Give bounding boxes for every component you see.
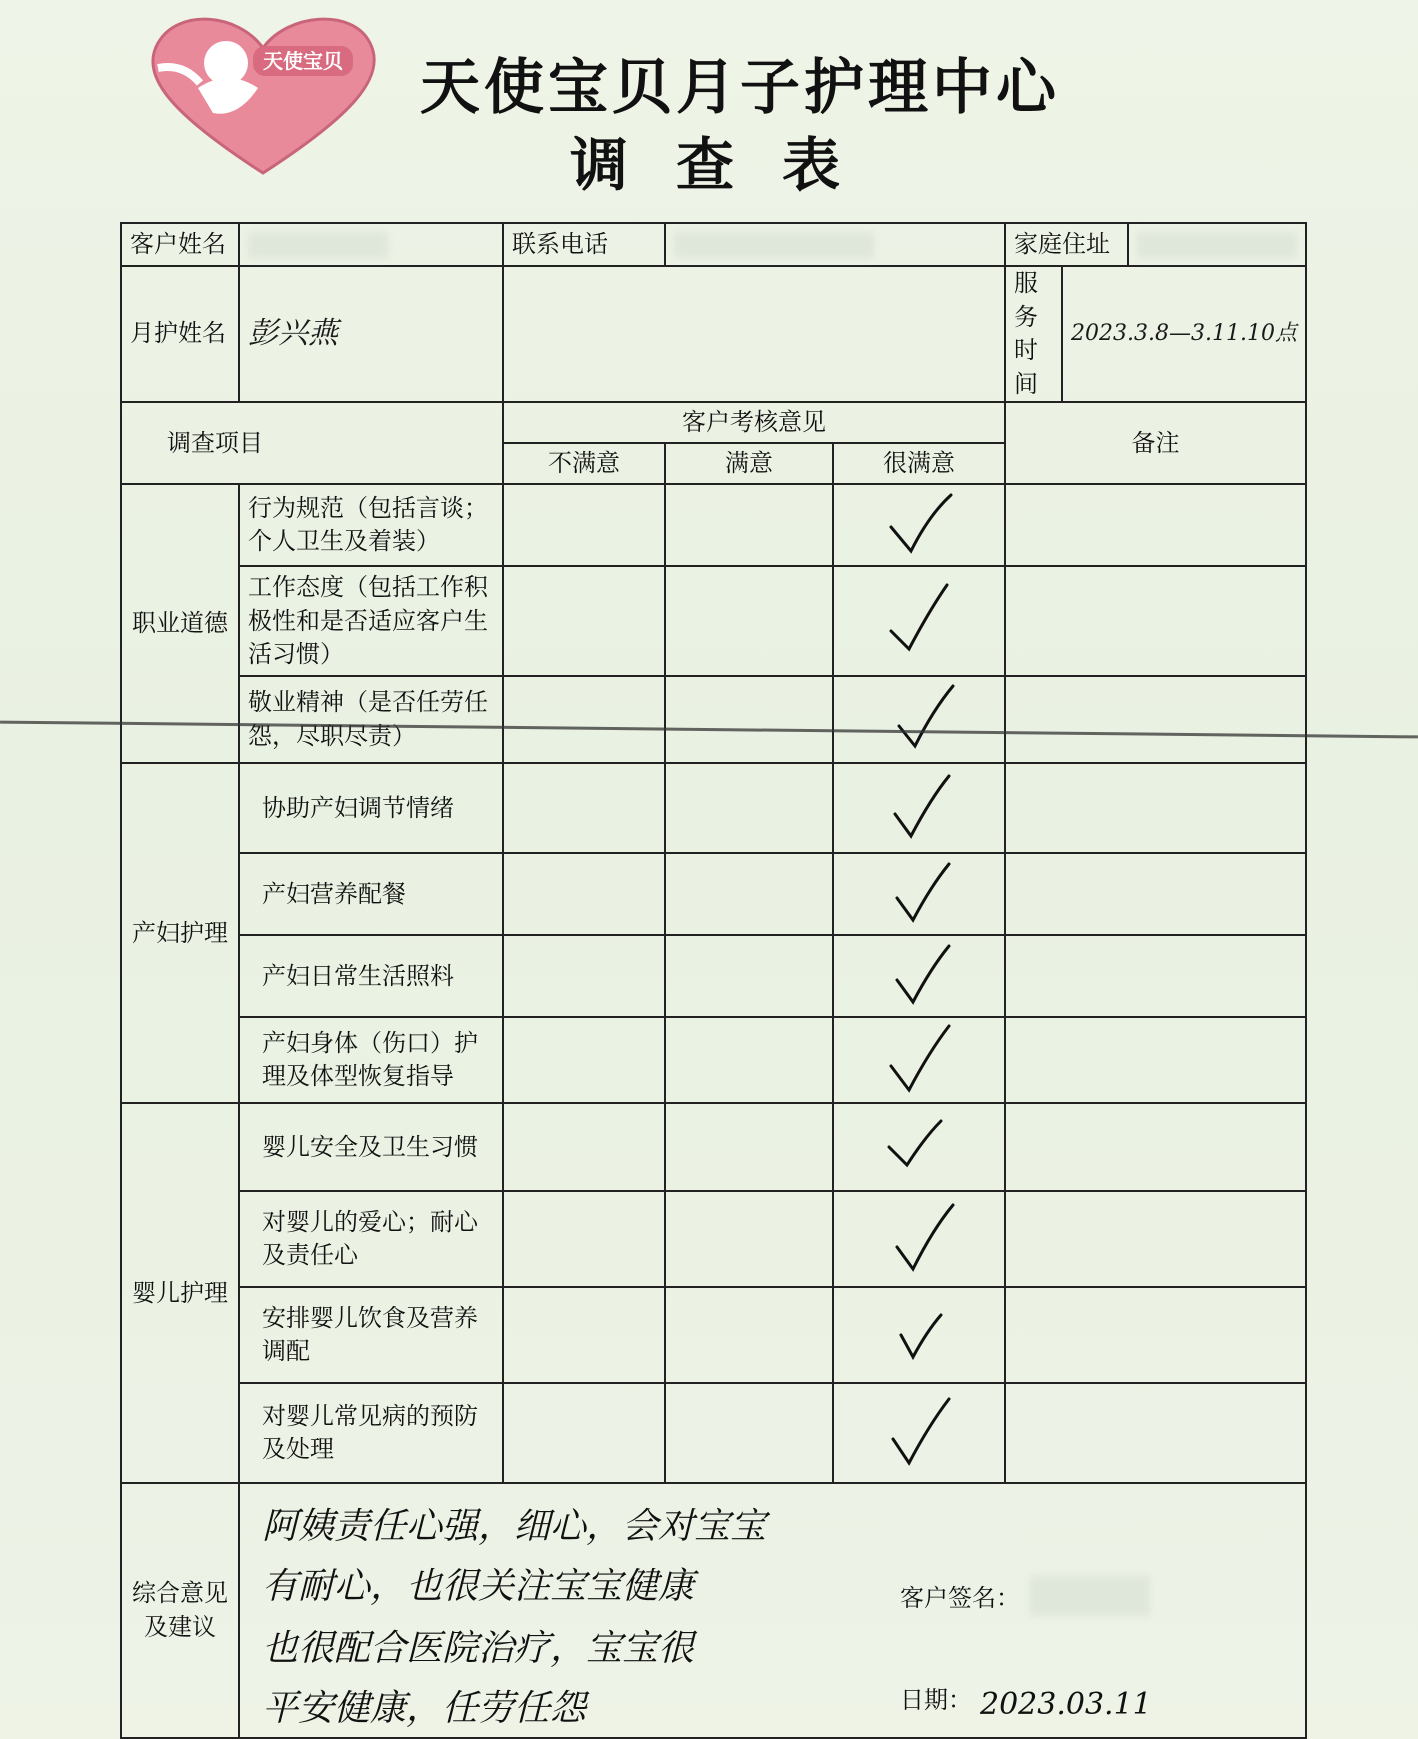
cell-very-satisfied[interactable] bbox=[833, 1103, 1005, 1191]
cell-very-satisfied[interactable] bbox=[833, 676, 1005, 763]
address-label: 家庭住址 bbox=[1006, 224, 1128, 265]
comment-line: 平安健康，任劳任怨 bbox=[262, 1688, 587, 1730]
cell-unsatisfied[interactable] bbox=[503, 935, 665, 1017]
cell-unsatisfied[interactable] bbox=[503, 1287, 665, 1383]
signature-label: 客户签名： bbox=[900, 1584, 1020, 1613]
cell-remarks[interactable] bbox=[1005, 853, 1306, 935]
date-label: 日期： bbox=[900, 1686, 972, 1715]
phone-label: 联系电话 bbox=[503, 223, 665, 266]
cell-remarks[interactable] bbox=[1005, 484, 1306, 566]
cell-very-satisfied[interactable] bbox=[833, 1287, 1005, 1383]
survey-item-header: 调查项目 bbox=[121, 402, 503, 484]
cell-satisfied[interactable] bbox=[665, 763, 833, 853]
service-time-cell bbox=[1005, 266, 1306, 402]
col-satisfied: 满意 bbox=[665, 443, 833, 484]
cell-remarks[interactable] bbox=[1005, 566, 1306, 676]
item-text: 敬业精神（是否任劳任怨，尽职尽责） bbox=[239, 676, 503, 763]
client-opinion-header: 客户考核意见 bbox=[503, 402, 1005, 443]
cell-very-satisfied[interactable] bbox=[833, 853, 1005, 935]
checkmark-icon bbox=[879, 1393, 959, 1473]
page-title: 天使宝贝月子护理中心 bbox=[420, 53, 1060, 123]
cell-unsatisfied[interactable] bbox=[503, 676, 665, 763]
col-unsatisfied: 不满意 bbox=[503, 443, 665, 484]
cell-unsatisfied[interactable] bbox=[503, 853, 665, 935]
item-text: 协助产妇调节情绪 bbox=[239, 763, 503, 853]
address-cell bbox=[1005, 223, 1306, 266]
cell-remarks[interactable] bbox=[1005, 1017, 1306, 1103]
page-subtitle: 调查表 bbox=[570, 131, 889, 199]
cell-satisfied[interactable] bbox=[665, 566, 833, 676]
service-time-label: 服务时间 bbox=[1006, 267, 1062, 401]
col-very-satisfied: 很满意 bbox=[833, 443, 1005, 484]
checkmark-icon bbox=[879, 1199, 959, 1279]
cell-unsatisfied[interactable] bbox=[503, 763, 665, 853]
cell-remarks[interactable] bbox=[1005, 676, 1306, 763]
cell-very-satisfied[interactable] bbox=[833, 1017, 1005, 1103]
comment-line: 也很配合医院治疗，宝宝很 bbox=[262, 1628, 695, 1670]
cell-satisfied[interactable] bbox=[665, 484, 833, 566]
service-time-value: 2023.3.8—3.11.10点 bbox=[1071, 320, 1297, 346]
cell-remarks[interactable] bbox=[1005, 1103, 1306, 1191]
checkmark-icon bbox=[879, 1107, 959, 1187]
angel-heart-logo bbox=[138, 8, 388, 178]
cell-remarks[interactable] bbox=[1005, 763, 1306, 853]
checkmark-icon bbox=[879, 936, 959, 1016]
client-name-label: 客户姓名 bbox=[121, 223, 239, 266]
cell-satisfied[interactable] bbox=[665, 1287, 833, 1383]
cell-satisfied[interactable] bbox=[665, 935, 833, 1017]
item-text: 行为规范（包括言谈；个人卫生及着装） bbox=[239, 484, 503, 566]
client-name-value bbox=[239, 223, 503, 266]
comment-line: 有耐心，也很关注宝宝健康 bbox=[262, 1566, 695, 1608]
cell-very-satisfied[interactable] bbox=[833, 484, 1005, 566]
signature-value bbox=[1030, 1576, 1150, 1616]
item-text: 对婴儿常见病的预防及处理 bbox=[239, 1383, 503, 1483]
cell-remarks[interactable] bbox=[1005, 1287, 1306, 1383]
cell-very-satisfied[interactable] bbox=[833, 1191, 1005, 1287]
cell-satisfied[interactable] bbox=[665, 1191, 833, 1287]
checkmark-icon bbox=[879, 680, 959, 760]
cell-satisfied[interactable] bbox=[665, 1103, 833, 1191]
checkmark-icon bbox=[879, 1295, 959, 1375]
checkmark-icon bbox=[879, 485, 959, 565]
cell-unsatisfied[interactable] bbox=[503, 1017, 665, 1103]
cell-unsatisfied[interactable] bbox=[503, 1103, 665, 1191]
cell-very-satisfied[interactable] bbox=[833, 763, 1005, 853]
summary-label: 综合意见及建议 bbox=[121, 1483, 239, 1738]
checkmark-icon bbox=[879, 854, 959, 934]
logo-text: 天使宝贝 bbox=[263, 49, 343, 73]
item-text: 婴儿安全及卫生习惯 bbox=[239, 1103, 503, 1191]
cell-satisfied[interactable] bbox=[665, 676, 833, 763]
cell-remarks[interactable] bbox=[1005, 1191, 1306, 1287]
phone-value bbox=[665, 223, 1005, 266]
checkmark-icon bbox=[879, 1020, 959, 1100]
date-value: 2023.03.11 bbox=[980, 1687, 1152, 1723]
survey-table bbox=[120, 222, 1307, 1739]
address-value bbox=[1128, 224, 1305, 265]
item-text: 产妇日常生活照料 bbox=[239, 935, 503, 1017]
checkmark-icon bbox=[879, 581, 959, 661]
cell-very-satisfied[interactable] bbox=[833, 935, 1005, 1017]
cell-satisfied[interactable] bbox=[665, 853, 833, 935]
cell-very-satisfied[interactable] bbox=[833, 566, 1005, 676]
cell-satisfied[interactable] bbox=[665, 1017, 833, 1103]
nurse-name-value: 彭兴燕 bbox=[239, 266, 503, 402]
cell-remarks[interactable] bbox=[1005, 935, 1306, 1017]
remarks-header: 备注 bbox=[1005, 402, 1306, 484]
item-text: 产妇身体（伤口）护理及体型恢复指导 bbox=[239, 1017, 503, 1103]
cell-unsatisfied[interactable] bbox=[503, 484, 665, 566]
item-text: 安排婴儿饮食及营养调配 bbox=[239, 1287, 503, 1383]
cell-remarks[interactable] bbox=[1005, 1383, 1306, 1483]
checkmark-icon bbox=[879, 768, 959, 848]
cell-unsatisfied[interactable] bbox=[503, 566, 665, 676]
comment-line: 阿姨责任心强，细心，会对宝宝 bbox=[262, 1506, 767, 1548]
cell-unsatisfied[interactable] bbox=[503, 1191, 665, 1287]
section-professional-ethics: 职业道德 bbox=[121, 484, 239, 763]
section-maternal-care: 产妇护理 bbox=[121, 763, 239, 1103]
item-text: 产妇营养配餐 bbox=[239, 853, 503, 935]
nurse-blank bbox=[503, 266, 1005, 402]
cell-unsatisfied[interactable] bbox=[503, 1383, 665, 1483]
item-text: 对婴儿的爱心；耐心及责任心 bbox=[239, 1191, 503, 1287]
cell-very-satisfied[interactable] bbox=[833, 1383, 1005, 1483]
nurse-name-label: 月护姓名 bbox=[121, 266, 239, 402]
cell-satisfied[interactable] bbox=[665, 1383, 833, 1483]
summary-content[interactable] bbox=[239, 1483, 1306, 1738]
section-infant-care: 婴儿护理 bbox=[121, 1103, 239, 1483]
item-text: 工作态度（包括工作积极性和是否适应客户生活习惯） bbox=[239, 566, 503, 676]
